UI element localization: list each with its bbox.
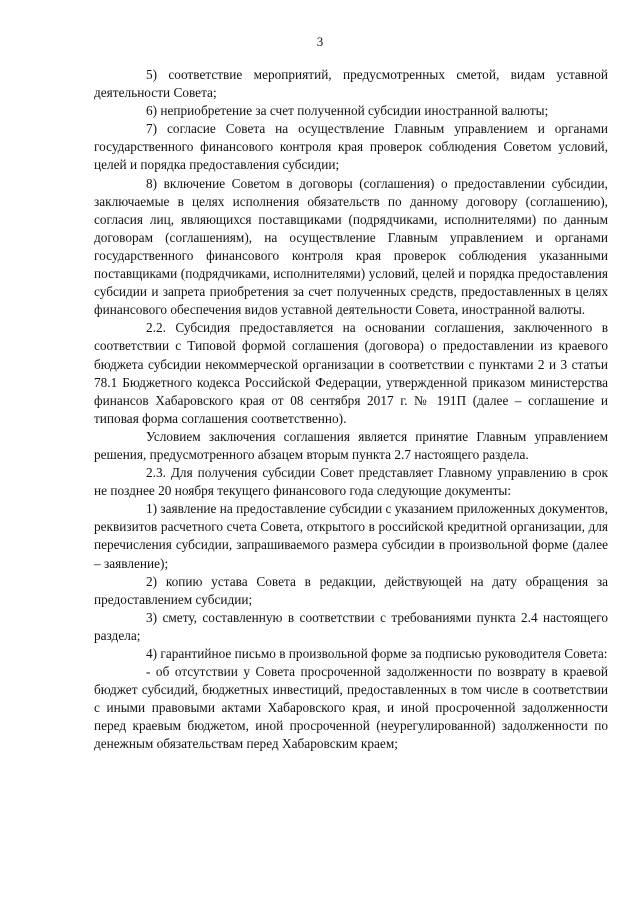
document-body <box>94 66 608 754</box>
paragraph-item-8: 8) включение Советом в договоры (соглашения) о предоставлении субсидии, заключаемые в целях исполнения обязательств по данному договору (соглашению), согласия лиц, являющихся поставщиками (подрядчиками, исполнителями) по данным договорам (соглашениям), на осуществление Главным управлением и органами государственного финансового контроля края проверок соблюдения указанными поставщиками (подрядчиками, исполнителями) условий, целей и порядка предоставления субсидии и запрета приобретения за счет полученных средств, предоставленных в целях финансового обеспечения видов уставной деятельности Совета, иностранной валюты. <box>94 175 608 318</box>
paragraph-document-2: 2) копию устава Совета в редакции, действующей на дату обращения за предоставлением субсидии; <box>94 573 608 607</box>
paragraph-item-6: 6) неприобретение за счет полученной субсидии иностранной валюты; <box>146 103 549 119</box>
paragraph-document-4: 4) гарантийное письмо в произвольной форме за подписью руководителя Совета: <box>146 646 608 661</box>
paragraph-guarantee-debt: - об отсутствии у Совета просроченной задолженности по возврату в краевой бюджет субсидий, бюджетных инвестиций, предоставленных в том числе в соответствии с иными правовыми актами Хабаровского края, и иной просроченной задолженности перед краевым бюджетом, иной просроченной (неурегулированной) задолженности по денежным обязательствам перед Хабаровским краем; <box>94 664 608 752</box>
paragraph-agreement-condition: Условием заключения соглашения является принятие Главным управлением решения, предусмотренного абзацем вторым пункта 2.7 настоящего раздела. <box>94 428 608 462</box>
paragraph-section-2-2: 2.2. Субсидия предоставляется на основании соглашения, заключенного в соответствии с Типовой формой соглашения (договора) о предоставлении из краевого бюджета субсидии некоммерческой организации в соответствии с пунктами 2 и 3 статьи 78.1 Бюджетного кодекса Российской Федерации, утвержденной приказом министерства финансов Хабаровского края от 08 сентября 2017 г. № 191П (далее – соглашение и типовая форма соглашения соответственно). <box>94 320 608 426</box>
page-number: 3 <box>316 34 324 49</box>
paragraph-item-7: 7) согласие Совета на осуществление Главным управлением и органами государственного финансового контроля края проверок соблюдения Советом условий, целей и порядка предоставления субсидии; <box>94 121 608 173</box>
paragraph-document-3: 3) смету, составленную в соответствии с требованиями пункта 2.4 настоящего раздела; <box>94 609 608 643</box>
paragraph-section-2-3: 2.3. Для получения субсидии Совет представляет Главному управлению в срок не позднее 20 ноября текущего финансового года следующие документы: <box>94 465 608 499</box>
paragraph-item-5: 5) соответствие мероприятий, предусмотренных сметой, видам уставной деятельности Совета; <box>94 67 608 101</box>
paragraph-document-1: 1) заявление на предоставление субсидии с указанием приложенных документов, реквизитов расчетного счета Совета, открытого в российской кредитной организации, для перечисления субсидии, запрашиваемого размера субсидии в произвольной форме (далее – заявление); <box>94 501 608 571</box>
